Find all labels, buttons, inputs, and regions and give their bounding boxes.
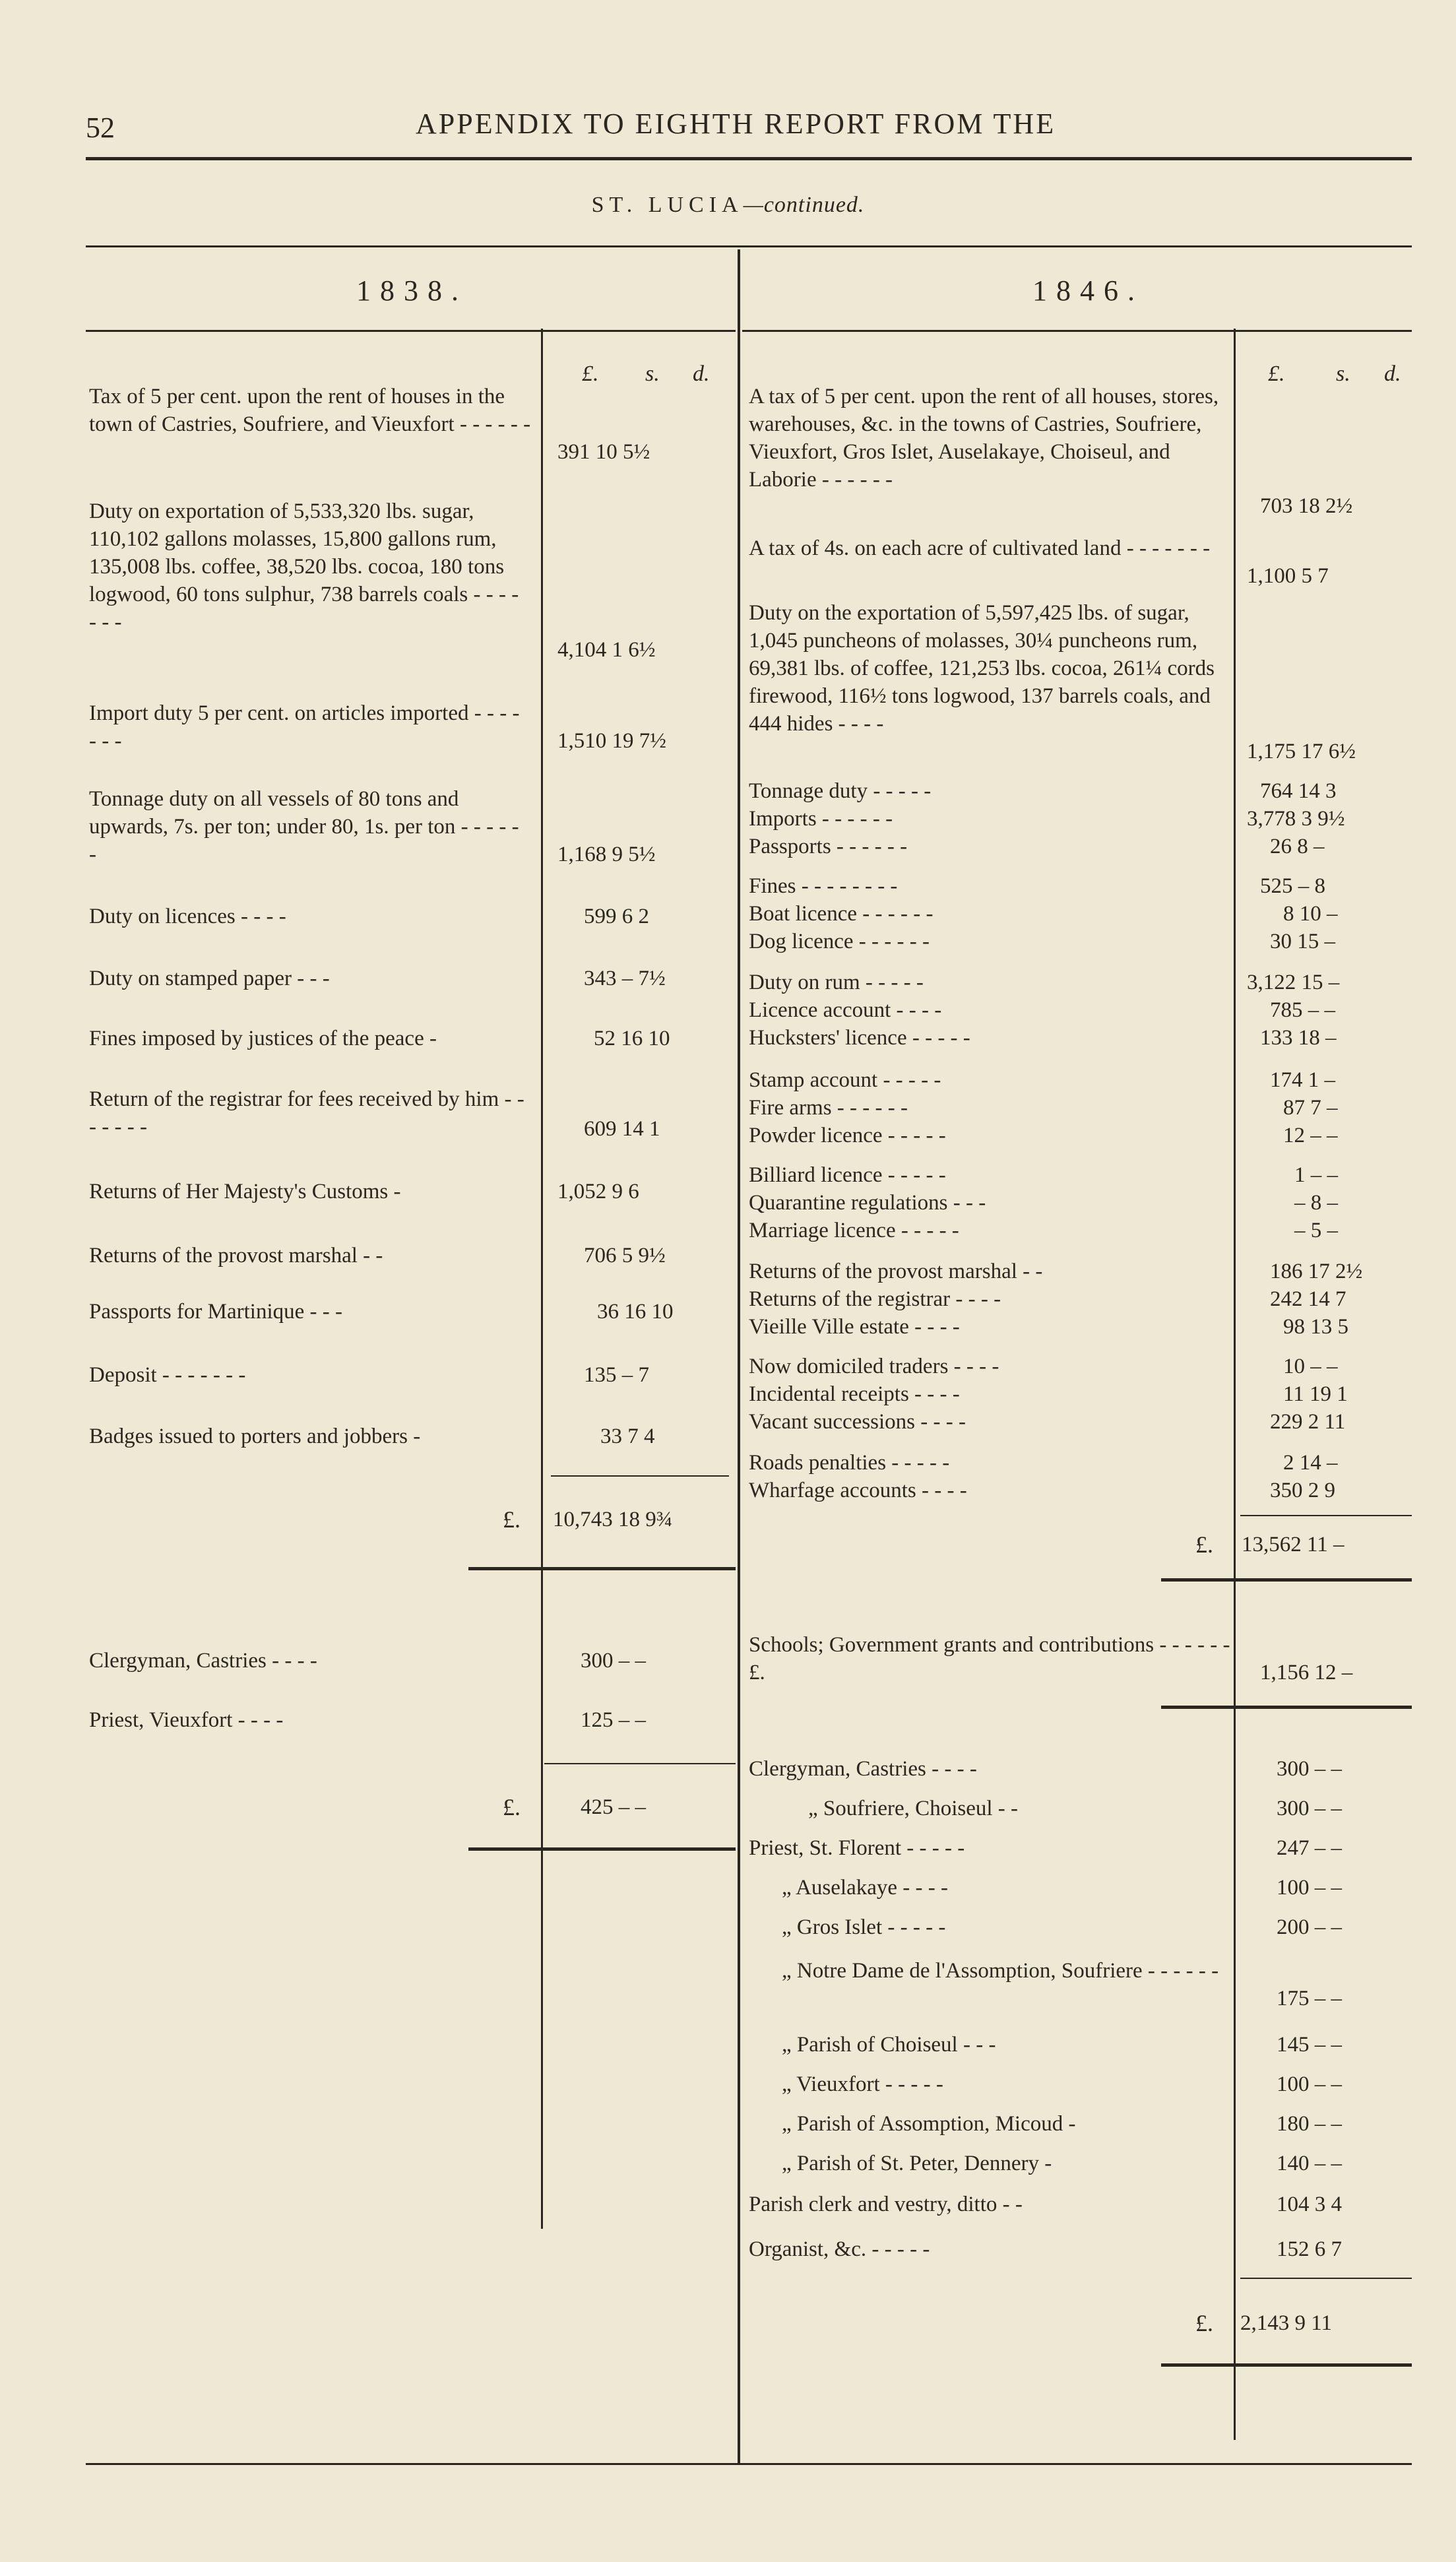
right-revenue-amount: 12 – – bbox=[1283, 1124, 1338, 1147]
right-revenue-amount: 764 14 3 bbox=[1260, 779, 1337, 803]
right-clergy-double-rule bbox=[1161, 2363, 1412, 2367]
left-revenue-amount: 599 6 2 bbox=[584, 905, 649, 928]
left-revenue-amount: 36 16 10 bbox=[597, 1300, 674, 1324]
right-revenue-amount: – 5 – bbox=[1294, 1219, 1338, 1242]
right-revenue-amount: 785 – – bbox=[1270, 998, 1335, 1022]
right-clergy-label: Parish clerk and vestry, ditto - - bbox=[749, 2193, 1023, 2216]
right-revenue-label: Imports - - - - - - bbox=[749, 807, 893, 831]
right-revenue-label: Powder licence - - - - - bbox=[749, 1124, 946, 1147]
right-clergy-amount: 104 3 4 bbox=[1277, 2193, 1342, 2216]
right-revenue-amount: 2 14 – bbox=[1283, 1451, 1338, 1475]
table-top-rule bbox=[86, 245, 1412, 247]
right-schools-label: Schools; Government grants and contributions - - - - - - £. bbox=[749, 1633, 1230, 1684]
right-revenue-label: Stamp account - - - - - bbox=[749, 1068, 941, 1092]
right-revenue-amount: 30 15 – bbox=[1270, 930, 1335, 953]
right-revenue-label: Returns of the provost marshal - - bbox=[749, 1260, 1043, 1283]
left-revenue-amount: 4,104 1 6½ bbox=[557, 638, 656, 662]
right-revenue-label: Licence account - - - - bbox=[749, 998, 942, 1022]
right-revenue-amount: 1,175 17 6½ bbox=[1247, 740, 1356, 763]
right-revenue-amount: 703 18 2½ bbox=[1260, 494, 1353, 518]
right-revenue-amount: 10 – – bbox=[1283, 1355, 1338, 1378]
left-revenue-label: Tonnage duty on all vessels of 80 tons and upwards, 7s. per ton; under 80, 1s. per ton - - - - - - bbox=[89, 787, 519, 866]
right-revenue-label: Marriage licence - - - - - bbox=[749, 1219, 959, 1242]
right-clergy-label: Organist, &c. - - - - - bbox=[749, 2237, 930, 2261]
right-revenue-amount: 186 17 2½ bbox=[1270, 1260, 1363, 1283]
header-rule bbox=[86, 157, 1412, 160]
right-revenue-amount: 1,100 5 7 bbox=[1247, 564, 1329, 588]
left-total-unit: £. bbox=[503, 1506, 521, 1533]
left-clergy-total-amount: 425 – – bbox=[581, 1795, 646, 1819]
right-header-rule bbox=[742, 330, 1412, 332]
left-revenue-label: Duty on licences - - - - bbox=[89, 905, 286, 928]
right-clergy-total-unit: £. bbox=[1195, 2310, 1213, 2336]
left-total-amount: 10,743 18 9¾ bbox=[553, 1508, 673, 1531]
right-clergy-label: „ Gros Islet - - - - - bbox=[782, 1915, 946, 1939]
section-subtitle bbox=[0, 193, 1456, 218]
right-revenue-label: Now domiciled traders - - - - bbox=[749, 1355, 999, 1378]
right-revenue-amount: 350 2 9 bbox=[1270, 1479, 1335, 1502]
left-amount-divider bbox=[541, 329, 543, 2229]
left-revenue-label: Import duty 5 per cent. on articles imported - - - - - - - bbox=[89, 701, 520, 753]
left-revenue-label: Returns of Her Majesty's Customs - bbox=[89, 1180, 401, 1203]
right-revenue-label: Dog licence - - - - - - bbox=[749, 930, 930, 953]
right-clergy-amount: 152 6 7 bbox=[1277, 2237, 1342, 2261]
left-year: 1838. bbox=[356, 274, 468, 307]
page-number: 52 bbox=[86, 112, 115, 144]
right-revenue-label: Vieille Ville estate - - - - bbox=[749, 1315, 960, 1339]
right-clergy-amount: 145 – – bbox=[1277, 2033, 1342, 2057]
right-revenue-label: Tonnage duty - - - - - bbox=[749, 779, 932, 803]
left-revenue-label: Return of the registrar for fees received by him - - - - - - - bbox=[89, 1087, 524, 1139]
left-clergy-total-rule bbox=[544, 1763, 736, 1764]
right-revenue-amount: 11 19 1 bbox=[1283, 1382, 1348, 1406]
right-revenue-label: Returns of the registrar - - - - bbox=[749, 1287, 1001, 1311]
right-clergy-amount: 247 – – bbox=[1277, 1836, 1342, 1860]
left-revenue-amount: 343 – 7½ bbox=[584, 967, 666, 990]
left-revenue-amount: 1,510 19 7½ bbox=[557, 729, 666, 753]
right-clergy-label: „ Parish of Assomption, Micoud - bbox=[782, 2112, 1076, 2136]
right-revenue-label: Fines - - - - - - - - bbox=[749, 874, 898, 898]
right-revenue-label: Fire arms - - - - - - bbox=[749, 1096, 908, 1120]
left-header-rule bbox=[86, 330, 736, 332]
right-revenue-amount: 26 8 – bbox=[1270, 835, 1325, 858]
left-revenue-amount: 706 5 9½ bbox=[584, 1244, 666, 1267]
right-clergy-amount: 180 – – bbox=[1277, 2112, 1342, 2136]
right-clergy-amount: 100 – – bbox=[1277, 1876, 1342, 1900]
right-revenue-amount: 242 14 7 bbox=[1270, 1287, 1346, 1311]
right-revenue-amount: 133 18 – bbox=[1260, 1026, 1337, 1050]
right-clergy-amount: 300 – – bbox=[1277, 1797, 1342, 1820]
subtitle-main: ST. LUCIA bbox=[591, 193, 744, 217]
left-revenue-label: Duty on exportation of 5,533,320 lbs. sugar, 110,102 gallons molasses, 15,800 gallons rum, 135,008 lbs. coffee, 38,520 lbs. cocoa, 180 tons logwood, 60 tons sulphur, 738 barrels coals - - - - - - - bbox=[89, 499, 519, 634]
left-revenue-label: Returns of the provost marshal - - bbox=[89, 1244, 383, 1267]
left-pence-header: d. bbox=[693, 362, 710, 386]
right-revenue-label: Duty on rum - - - - - bbox=[749, 971, 924, 994]
right-revenue-label: Duty on the exportation of 5,597,425 lbs. of sugar, 1,045 puncheons of molasses, 30¼ puncheons rum, 69,381 lbs. of coffee, 121,253 lbs. cocoa, 261¼ cords firewood, 116½ tons logwood, 137 barrels coals, and 444 hides - - - - bbox=[749, 601, 1215, 736]
right-revenue-label: Quarantine regulations - - - bbox=[749, 1191, 986, 1215]
right-revenue-label: Boat licence - - - - - - bbox=[749, 902, 934, 926]
right-clergy-amount: 175 – – bbox=[1277, 1987, 1342, 2010]
right-clergy-total-rule bbox=[1240, 2278, 1412, 2279]
right-revenue-label: Incidental receipts - - - - bbox=[749, 1382, 960, 1406]
right-revenue-label: Billiard licence - - - - - bbox=[749, 1163, 946, 1187]
right-amount-divider bbox=[1234, 329, 1236, 2440]
right-revenue-amount: 174 1 – bbox=[1270, 1068, 1335, 1092]
left-revenue-amount: 609 14 1 bbox=[584, 1117, 660, 1141]
left-revenue-label: Deposit - - - - - - - bbox=[89, 1363, 246, 1387]
right-shillings-header: s. bbox=[1336, 362, 1350, 386]
left-revenue-label: Fines imposed by justices of the peace - bbox=[89, 1027, 437, 1050]
subtitle-continued: —continued. bbox=[743, 193, 865, 217]
right-revenue-label: A tax of 4s. on each acre of cultivated land - - - - - - - bbox=[749, 536, 1211, 560]
right-revenue-amount: 98 13 5 bbox=[1283, 1315, 1348, 1339]
running-title: APPENDIX TO EIGHTH REPORT FROM THE bbox=[416, 108, 1056, 140]
left-revenue-label: Badges issued to porters and jobbers - bbox=[89, 1425, 421, 1448]
right-clergy-label: Priest, St. Florent - - - - - bbox=[749, 1836, 965, 1860]
right-clergy-label: „ Auselakaye - - - - bbox=[782, 1876, 948, 1900]
left-revenue-amount: 52 16 10 bbox=[594, 1027, 670, 1050]
right-pounds-header: £. bbox=[1268, 362, 1285, 386]
right-schools-amount: 1,156 12 – bbox=[1260, 1661, 1353, 1684]
left-revenue-amount: 1,168 9 5½ bbox=[557, 843, 656, 866]
left-total-double-rule bbox=[468, 1567, 736, 1570]
left-shillings-header: s. bbox=[645, 362, 660, 386]
right-total-double-rule bbox=[1161, 1578, 1412, 1582]
left-clergy-total-unit: £. bbox=[503, 1794, 521, 1820]
right-revenue-label: Roads penalties - - - - - bbox=[749, 1451, 950, 1475]
right-revenue-amount: 8 10 – bbox=[1283, 902, 1338, 926]
left-revenue-label: Passports for Martinique - - - bbox=[89, 1300, 343, 1324]
left-clergy-label: Priest, Vieuxfort - - - - bbox=[89, 1708, 284, 1732]
left-clergy-amount: 125 – – bbox=[581, 1708, 646, 1732]
right-clergy-label: „ Soufriere, Choiseul - - bbox=[808, 1797, 1018, 1820]
right-pence-header: d. bbox=[1384, 362, 1401, 386]
left-clergy-label: Clergyman, Castries - - - - bbox=[89, 1649, 317, 1673]
right-total-rule bbox=[1240, 1515, 1412, 1516]
left-revenue-label: Duty on stamped paper - - - bbox=[89, 967, 330, 990]
right-revenue-label: Passports - - - - - - bbox=[749, 835, 908, 858]
right-clergy-label: Clergyman, Castries - - - - bbox=[749, 1757, 977, 1781]
right-revenue-amount: 3,778 3 9½ bbox=[1247, 807, 1345, 831]
left-clergy-amount: 300 – – bbox=[581, 1649, 646, 1673]
right-revenue-amount: 525 – 8 bbox=[1260, 874, 1325, 898]
right-revenue-amount: 229 2 11 bbox=[1270, 1410, 1346, 1434]
left-total-rule bbox=[551, 1475, 729, 1477]
right-clergy-label: „ Parish of Choiseul - - - bbox=[782, 2033, 996, 2057]
left-revenue-amount: 391 10 5½ bbox=[557, 440, 650, 464]
right-clergy-amount: 100 – – bbox=[1277, 2072, 1342, 2096]
right-year: 1846. bbox=[1032, 274, 1144, 307]
left-revenue-amount: 1,052 9 6 bbox=[557, 1180, 639, 1203]
left-revenue-label: Tax of 5 per cent. upon the rent of houses in the town of Castries, Soufriere, and Vieuxfort - - - - - - bbox=[89, 385, 531, 436]
right-clergy-amount: 140 – – bbox=[1277, 2152, 1342, 2175]
right-clergy-label: „ Notre Dame de l'Assomption, Soufriere - - - - - - bbox=[782, 1959, 1219, 1983]
right-revenue-amount: 87 7 – bbox=[1283, 1096, 1338, 1120]
right-revenue-amount: 1 – – bbox=[1294, 1163, 1338, 1187]
right-revenue-label: A tax of 5 per cent. upon the rent of all houses, stores, warehouses, &c. in the towns of Castries, Soufriere, Vieuxfort, Gros Islet, Auselakaye, Choiseul, and Laborie - - - - - - bbox=[749, 385, 1219, 492]
right-clergy-label: „ Parish of St. Peter, Dennery - bbox=[782, 2152, 1052, 2175]
right-total-amount: 13,562 11 – bbox=[1242, 1533, 1345, 1556]
left-revenue-amount: 33 7 4 bbox=[600, 1425, 655, 1448]
left-revenue-amount: 135 – 7 bbox=[584, 1363, 649, 1387]
right-schools-rule bbox=[1161, 1706, 1412, 1709]
right-revenue-label: Hucksters' licence - - - - - bbox=[749, 1026, 970, 1050]
left-pounds-header: £. bbox=[582, 362, 599, 386]
table-bottom-rule bbox=[86, 2463, 1412, 2465]
right-revenue-amount: – 8 – bbox=[1294, 1191, 1338, 1215]
right-clergy-amount: 300 – – bbox=[1277, 1757, 1342, 1781]
left-clergy-double-rule bbox=[468, 1847, 736, 1851]
right-clergy-total-amount: 2,143 9 11 bbox=[1240, 2311, 1333, 2335]
center-divider bbox=[738, 249, 740, 2463]
right-revenue-amount: 3,122 15 – bbox=[1247, 971, 1340, 994]
right-revenue-label: Wharfage accounts - - - - bbox=[749, 1479, 967, 1502]
right-clergy-label: „ Vieuxfort - - - - - bbox=[782, 2072, 943, 2096]
right-total-unit: £. bbox=[1195, 1531, 1213, 1558]
right-revenue-label: Vacant successions - - - - bbox=[749, 1410, 966, 1434]
right-clergy-amount: 200 – – bbox=[1277, 1915, 1342, 1939]
